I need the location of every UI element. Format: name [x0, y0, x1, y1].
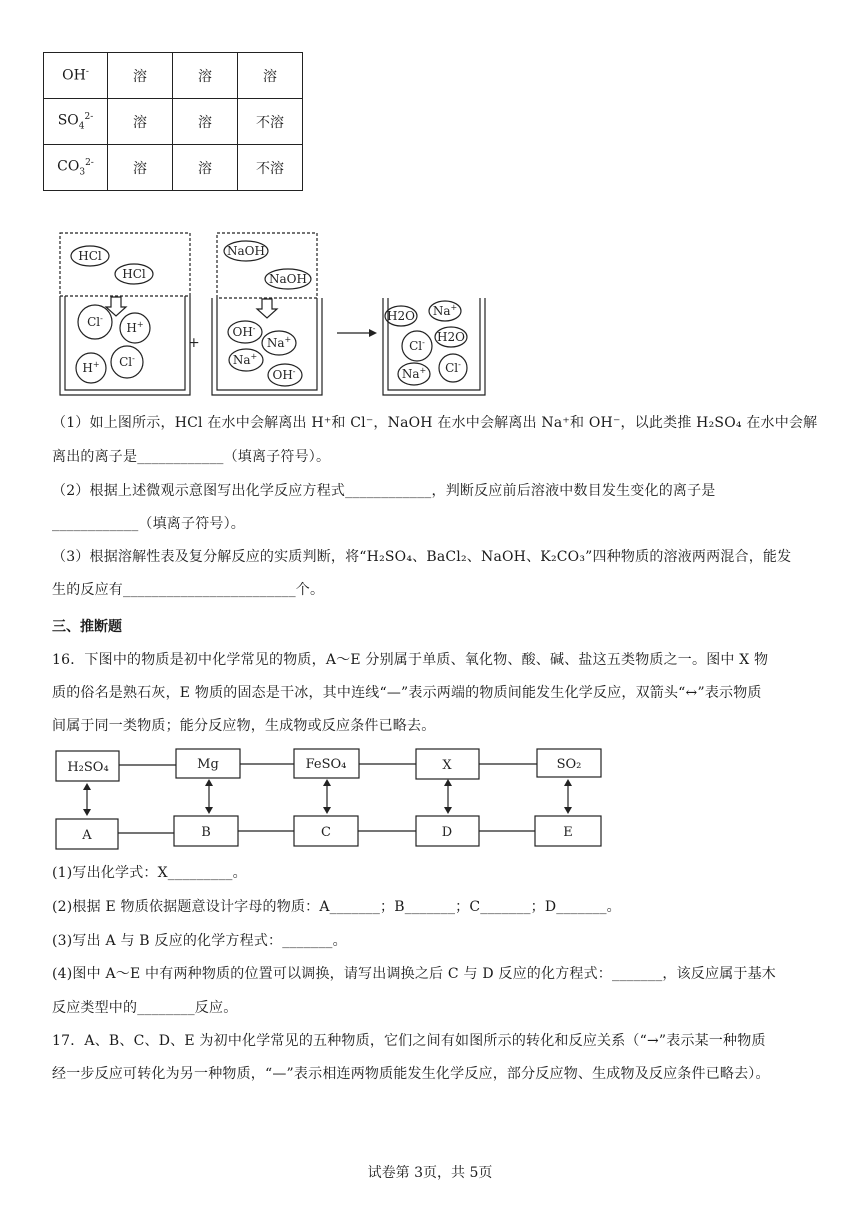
q16-sub4-line1: (4)图中 A～E 中有两种物质的位置可以调换，请写出调换之后 C 与 D 反应的化方程式：_______，该反应属于基木 [52, 966, 776, 982]
beaker-1 [60, 296, 190, 395]
q15-part1-line2: 离出的离子是____________（填离子符号）。 [52, 449, 331, 465]
plus-sign: + [188, 335, 200, 351]
svg-text:HCl: HCl [78, 249, 102, 263]
down-arrow-icon [257, 299, 277, 318]
box-x: X [442, 758, 452, 773]
q16-intro-line2: 质的俗名是熟石灰，E 物质的固态是干冰，其中连线“—”表示两端的物质间能发生化学反应，双箭头“↔”表示物质 [52, 685, 762, 701]
solubility-table [43, 52, 303, 191]
q15-part1-line1: （1）如上图所示，HCl 在水中会解离出 H⁺和 Cl⁻，NaOH 在水中会解离出 Na⁺和 OH⁻，以此类推 H₂SO₄ 在水中会解 [52, 415, 818, 431]
svg-text:H+: H+ [126, 320, 144, 335]
svg-text:H+: H+ [82, 360, 100, 375]
table-cell: 不溶 [238, 145, 303, 191]
q16-intro-line1: 16．下图中的物质是初中化学常见的物质，A～E 分别属于单质、氧化物、酸、碱、盐这五类物质之一。图中 X 物 [52, 652, 769, 668]
svg-text:OH-: OH- [272, 367, 296, 382]
svg-text:Cl-: Cl- [445, 360, 461, 375]
q16-sub1: (1)写出化学式：X_________。 [52, 865, 247, 881]
svg-text:NaOH: NaOH [227, 244, 265, 258]
box-d: D [441, 825, 453, 840]
box-so2: SO₂ [556, 757, 582, 772]
arrow-right-icon [369, 329, 377, 337]
box-mg: Mg [197, 757, 219, 772]
svg-text:Cl-: Cl- [119, 354, 135, 369]
q15-part2-line2: ____________（填离子符号）。 [52, 516, 245, 532]
page-footer: 试卷第 3页，共 5页 [367, 1165, 493, 1181]
q16-sub2: (2)根据 E 物质依据题意设计字母的物质：A_______；B_______；C_______；D_______。 [52, 899, 621, 915]
box-c: C [321, 825, 331, 840]
box-e: E [563, 825, 573, 840]
svg-text:NaOH: NaOH [269, 272, 307, 286]
ion-cell: $SO_4^{2-}$ [44, 99, 108, 145]
svg-text:Cl-: Cl- [409, 338, 425, 353]
ion-cell: OH- [44, 53, 108, 99]
box-a: A [82, 828, 92, 843]
svg-text:HCl: HCl [122, 267, 146, 281]
box-b: B [201, 825, 211, 840]
table-row [44, 145, 303, 191]
table-cell: 溶 [108, 145, 173, 191]
q16-sub4-line2: 反应类型中的________反应。 [52, 1000, 238, 1016]
svg-text:Na+: Na+ [432, 303, 458, 318]
ion-cell: $CO_3^{2-}$ [44, 145, 108, 191]
svg-text:OH-: OH- [232, 324, 256, 339]
q17-line1: 17．A、B、C、D、E 为初中化学常见的五种物质，它们之间有如图所示的转化和反应关系（“→”表示某一种物质 [52, 1033, 766, 1049]
table-cell: 溶 [238, 53, 303, 99]
svg-text:Na+: Na+ [266, 335, 292, 350]
svg-text:H2O: H2O [387, 309, 415, 323]
svg-text:Cl-: Cl- [87, 314, 103, 329]
svg-text:Na+: Na+ [232, 352, 258, 367]
table-cell: 溶 [173, 99, 238, 145]
q16-sub3: (3)写出 A 与 B 反应的化学方程式：_______。 [52, 933, 347, 949]
table-row [44, 53, 303, 99]
q15-part2-line1: （2）根据上述微观示意图写出化学反应方程式____________，判断反应前后溶液中数目发生变化的离子是 [52, 483, 716, 499]
section-title: 三、推断题 [52, 619, 122, 635]
table-cell: 不溶 [238, 99, 303, 145]
box-h2so4: H₂SO₄ [67, 760, 109, 775]
svg-text:H2O: H2O [437, 330, 465, 344]
svg-text:Na+: Na+ [401, 366, 427, 381]
q17-line2: 经一步反应可转化为另一种物质，“—”表示相连两物质能发生化学反应，部分反应物、生成物及反应条件已略去）。 [52, 1066, 770, 1082]
box-feso4: FeSO₄ [305, 757, 347, 772]
table-row [44, 99, 303, 145]
inference-diagram [52, 745, 612, 853]
q15-part3-line2: 生的反应有________________________个。 [52, 582, 325, 598]
micro-reaction-diagram [55, 225, 505, 400]
table-cell: 溶 [173, 145, 238, 191]
table-cell: 溶 [108, 99, 173, 145]
table-cell: 溶 [108, 53, 173, 99]
q16-intro-line3: 间属于同一类物质；能分反应物，生成物或反应条件已略去。 [52, 718, 436, 734]
q15-part3-line1: （3）根据溶解性表及复分解反应的实质判断，将“H₂SO₄、BaCl₂、NaOH、K₂CO₃”四种物质的溶液两两混合，能发 [52, 549, 792, 565]
table-cell: 溶 [173, 53, 238, 99]
